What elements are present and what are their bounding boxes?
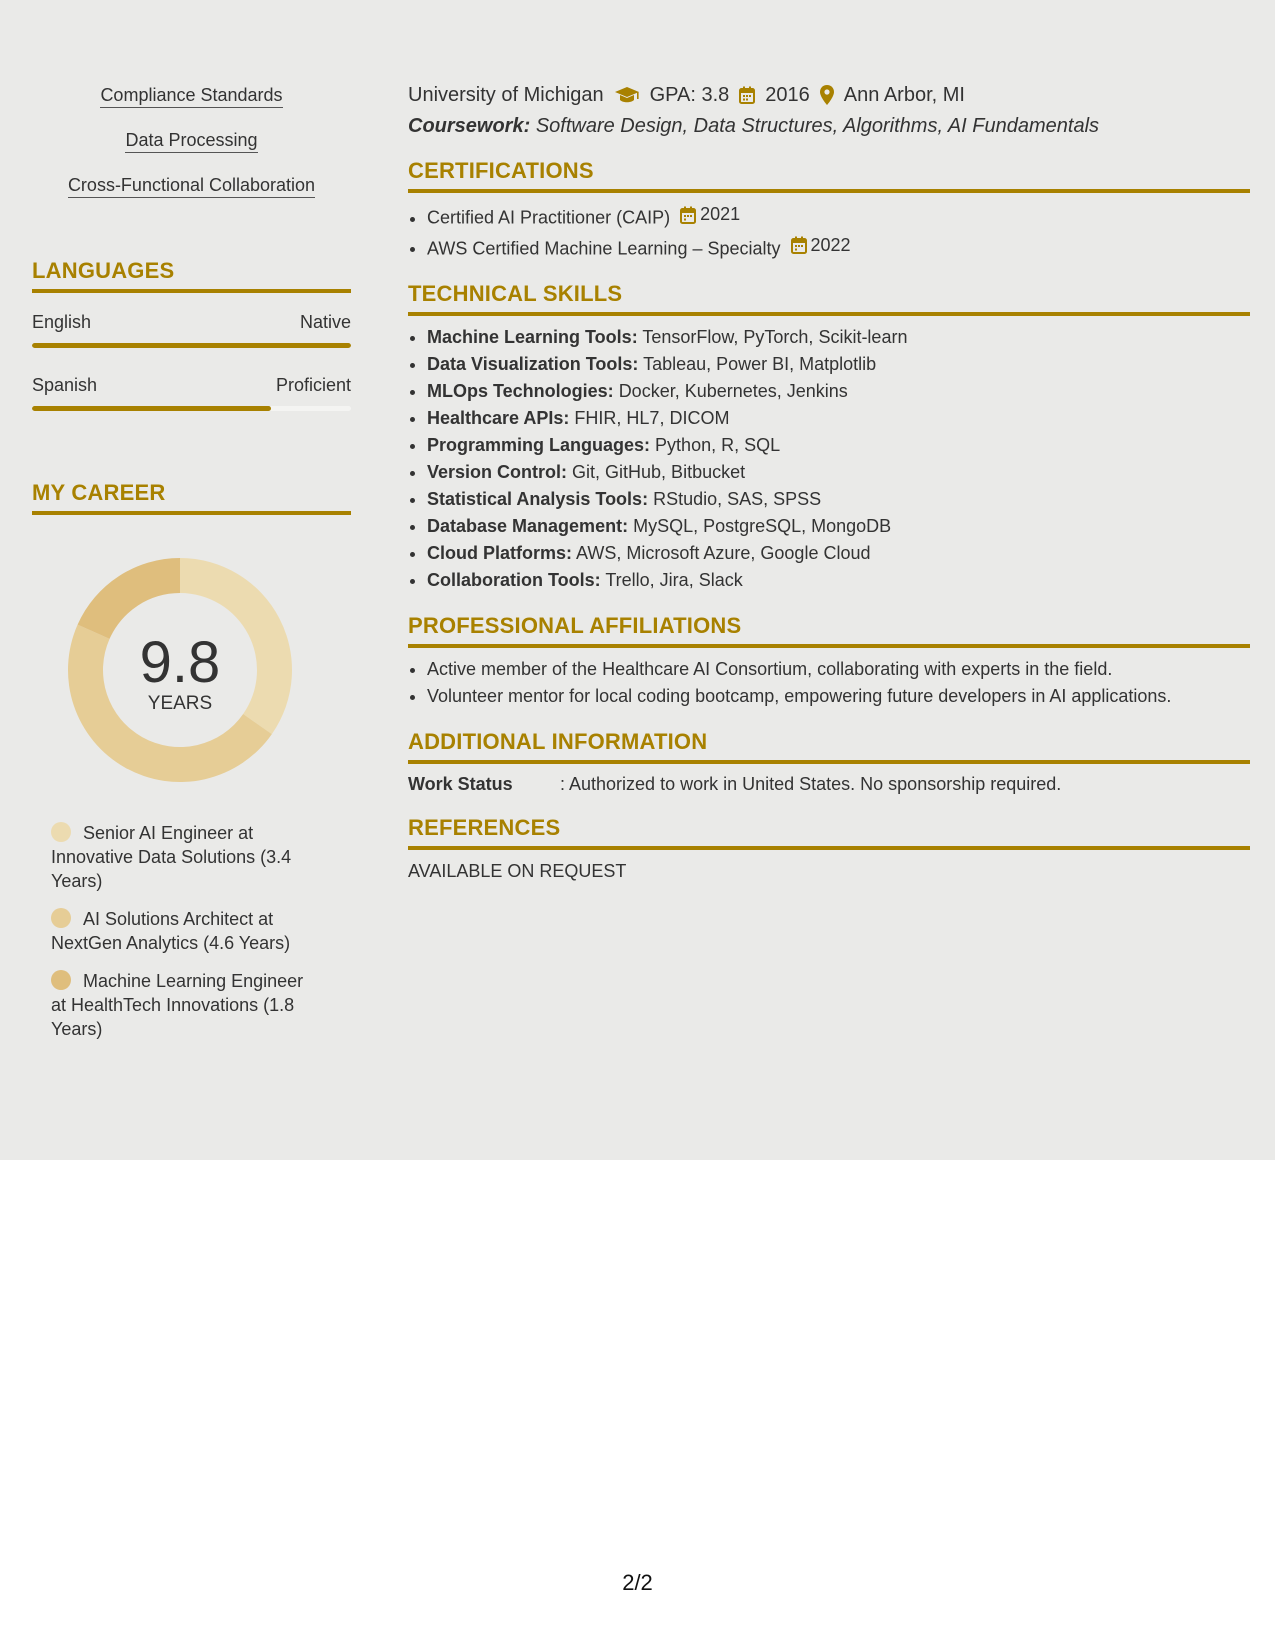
left-column (32, 84, 351, 1055)
references-title: REFERENCES (408, 814, 1250, 850)
skill-values: Tableau, Power BI, Matplotlib (643, 354, 877, 374)
skill-values: Git, GitHub, Bitbucket (572, 462, 746, 482)
career-legend-item (51, 969, 321, 1041)
coursework-label: Coursework: (408, 115, 531, 137)
skills-list (32, 84, 351, 219)
skill-tag: Cross-Functional Collaboration (68, 174, 315, 198)
skill-item (427, 351, 1250, 378)
school-name: University of Michigan (408, 84, 604, 106)
career-role-label: Senior AI Engineer at Innovative Data Solutions (3.4 Years) (51, 823, 292, 891)
skill-tag: Data Processing (125, 129, 257, 153)
school-location: Ann Arbor, MI (843, 84, 965, 106)
calendar-icon (739, 86, 755, 104)
career-legend (51, 821, 321, 1041)
skill-values: FHIR, HL7, DICOM (574, 408, 730, 428)
skill-values: Python, R, SQL (655, 435, 781, 455)
language-bar-fill (32, 343, 351, 348)
career-legend-item (51, 907, 321, 955)
graduation-year: 2016 (765, 84, 810, 106)
skill-item (427, 513, 1250, 540)
graduation-cap-icon (614, 86, 640, 104)
legend-dot (51, 908, 71, 928)
technical-skills-title: TECHNICAL SKILLS (408, 280, 1250, 316)
career-role-label: AI Solutions Architect at NextGen Analytics (4.6 Years) (51, 909, 291, 953)
skill-category: Collaboration Tools: (427, 570, 601, 590)
skill-category: Cloud Platforms: (427, 543, 573, 563)
skill-values: TensorFlow, PyTorch, Scikit-learn (642, 327, 908, 347)
skill-category: Version Control: (427, 462, 568, 482)
skill-category: MLOps Technologies: (427, 381, 614, 401)
career-title: MY CAREER (32, 479, 351, 515)
skill-item (427, 486, 1250, 513)
certification-year: 2021 (700, 204, 741, 224)
page-number: 2/2 (622, 1570, 653, 1595)
career-donut-chart (65, 555, 295, 785)
skill-category: Database Management: (427, 516, 629, 536)
affiliation-item: • Volunteer mentor for local coding bootcamp, empowering future developers in AI applications. (427, 683, 1250, 710)
language-bar-fill (32, 406, 271, 411)
right-column (408, 82, 1250, 883)
skill-category: Healthcare APIs: (427, 408, 570, 428)
skill-item (427, 567, 1250, 594)
skill-values: Trello, Jira, Slack (605, 570, 743, 590)
skill-item (427, 459, 1250, 486)
skill-values: RStudio, SAS, SPSS (653, 489, 822, 509)
language-item (32, 374, 351, 411)
skill-item (427, 324, 1250, 351)
skill-item (427, 405, 1250, 432)
gpa: GPA: 3.8 (649, 84, 730, 106)
language-level: Native (299, 312, 351, 332)
skill-item (427, 540, 1250, 567)
language-name: English (32, 312, 92, 332)
certification-name: Certified AI Practitioner (CAIP) (427, 207, 671, 228)
certifications-title: CERTIFICATIONS (408, 157, 1250, 193)
calendar-icon (680, 206, 696, 224)
affiliations-list (408, 656, 1250, 710)
career-total-years: 9.8 (139, 630, 221, 695)
skill-category: Machine Learning Tools: (427, 327, 638, 347)
career-years-label: YEARS (147, 693, 213, 714)
legend-dot (51, 970, 71, 990)
skill-values: AWS, Microsoft Azure, Google Cloud (576, 543, 871, 563)
language-bar (32, 343, 351, 348)
language-level: Proficient (275, 375, 351, 395)
language-item (32, 311, 351, 348)
skill-category: Statistical Analysis Tools: (427, 489, 649, 509)
legend-dot (51, 822, 71, 842)
references-text: AVAILABLE ON REQUEST (408, 861, 627, 881)
technical-skills-list (408, 324, 1250, 594)
location-pin-icon (820, 85, 834, 105)
affiliations-title: PROFESSIONAL AFFILIATIONS (408, 612, 1250, 648)
certification-item (427, 201, 1250, 232)
affiliation-item: • Active member of the Healthcare AI Consortium, collaborating with experts in the field. (427, 656, 1250, 683)
language-name: Spanish (32, 375, 98, 395)
calendar-icon (791, 236, 807, 254)
skill-category: Programming Languages: (427, 435, 651, 455)
skill-values: Docker, Kubernetes, Jenkins (618, 381, 848, 401)
certification-year: 2022 (810, 234, 851, 255)
work-status-row (408, 772, 1250, 796)
career-role-label: Machine Learning Engineer at HealthTech Innovations (1.8 Years) (51, 971, 304, 1039)
education-line (408, 82, 1250, 108)
work-status-key: Work Status (408, 774, 513, 794)
skill-item (427, 432, 1250, 459)
certifications-list (408, 201, 1250, 262)
certification-item (427, 232, 1250, 263)
coursework (408, 113, 1250, 139)
career-legend-item (51, 821, 321, 893)
skill-tag: Compliance Standards (100, 84, 282, 108)
skill-values: MySQL, PostgreSQL, MongoDB (633, 516, 892, 536)
certification-name: AWS Certified Machine Learning – Specialty (427, 238, 781, 258)
language-bar (32, 406, 351, 411)
languages-title: LANGUAGES (32, 257, 351, 293)
skill-item (427, 378, 1250, 405)
skill-category: Data Visualization Tools: (427, 354, 639, 374)
coursework-list: Software Design, Data Structures, Algorithms, AI Fundamentals (535, 115, 1100, 137)
work-status-value: : Authorized to work in United States. No sponsorship required. (560, 774, 1062, 794)
additional-info-title: ADDITIONAL INFORMATION (408, 728, 1250, 764)
